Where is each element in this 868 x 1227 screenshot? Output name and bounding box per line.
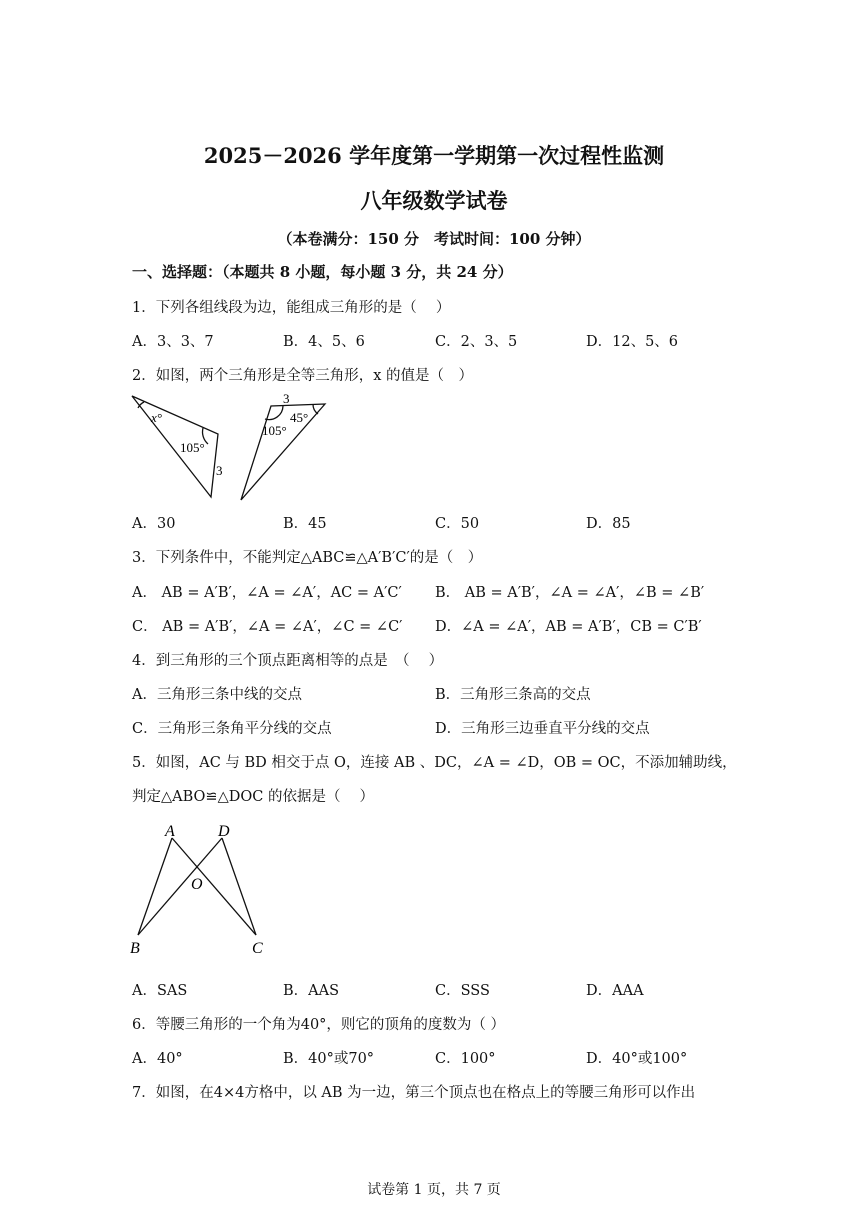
question-1-option-b[interactable]: B．4、5、6 — [283, 334, 365, 350]
question-1-option-a[interactable]: A．3、3、7 — [132, 334, 214, 350]
question-6-option-d[interactable]: D．40°或100° — [586, 1051, 688, 1067]
question-2-figure — [125, 388, 345, 506]
exam-subtitle: 八年级数学试卷 — [360, 188, 508, 213]
section-heading: 一、选择题：（本题共 8 小题，每小题 3 分，共 24 分） — [132, 263, 513, 281]
question-6-option-a[interactable]: A．40° — [132, 1051, 183, 1067]
triangle-right — [241, 404, 325, 500]
segment-db — [138, 838, 222, 935]
question-7-stem: 7．如图，在4×4方格中，以 AB 为一边，第三个顶点也在格点上的等腰三角形可以作出 — [132, 1085, 696, 1101]
question-5-option-d[interactable]: D．AAA — [586, 983, 644, 999]
page-footer: 试卷第 1 页，共 7 页 — [367, 1182, 501, 1198]
label-x: x° — [151, 410, 162, 425]
question-6-option-b[interactable]: B．40°或70° — [283, 1051, 375, 1067]
label-3-left: 3 — [216, 463, 223, 478]
question-4-option-b[interactable]: B．三角形三条高的交点 — [435, 687, 591, 703]
question-1-option-c[interactable]: C．2、3、5 — [435, 334, 518, 350]
question-5-figure — [125, 818, 285, 960]
question-3-option-b[interactable]: B． AB = A′B′，∠A = ∠A′，∠B = ∠B′ — [435, 585, 705, 601]
question-2-option-a[interactable]: A．30 — [132, 516, 176, 532]
question-4-option-a[interactable]: A．三角形三条中线的交点 — [132, 687, 302, 703]
question-5-option-c[interactable]: C．SSS — [435, 983, 490, 999]
label-point-d: D — [218, 823, 230, 840]
question-3-stem: 3．下列条件中，不能判定△ABC≌△A′B′C′的是（ ） — [132, 550, 483, 566]
question-2-option-d[interactable]: D．85 — [586, 516, 631, 532]
exam-note: （本卷满分：150 分 考试时间：100 分钟） — [277, 230, 591, 248]
question-4-option-c[interactable]: C．三角形三条角平分线的交点 — [132, 721, 332, 737]
question-3-option-a[interactable]: A． AB = A′B′，∠A = ∠A′，AC = A′C′ — [132, 585, 402, 601]
label-point-c: C — [252, 940, 263, 957]
label-point-a: A — [165, 823, 175, 840]
question-2-option-c[interactable]: C．50 — [435, 516, 480, 532]
question-2-option-b[interactable]: B．45 — [283, 516, 327, 532]
question-1-option-d[interactable]: D．12、5、6 — [586, 334, 679, 350]
triangle-left — [132, 396, 218, 497]
segment-dc — [222, 838, 256, 935]
question-5-stem-line1: 5．如图，AC 与 BD 相交于点 O，连接 AB 、DC，∠A = ∠D，OB = OC，不添加辅助线， — [132, 755, 737, 771]
question-5-option-a[interactable]: A．SAS — [132, 983, 188, 999]
question-1-stem: 1．下列各组线段为边，能组成三角形的是（ ） — [132, 300, 451, 316]
label-point-b: B — [130, 940, 140, 957]
question-4-option-d[interactable]: D．三角形三边垂直平分线的交点 — [435, 721, 650, 737]
exam-title: 2025－2026 学年度第一学期第一次过程性监测 — [203, 143, 665, 168]
label-3-right: 3 — [283, 391, 290, 406]
question-5-option-b[interactable]: B．AAS — [283, 983, 340, 999]
segment-ab — [138, 838, 172, 935]
question-4-stem: 4．到三角形的三个顶点距离相等的点是 （ ） — [132, 653, 444, 669]
label-105-left: 105° — [180, 440, 205, 455]
question-2-stem: 2．如图，两个三角形是全等三角形，x 的值是（ ） — [132, 368, 474, 384]
question-3-option-c[interactable]: C． AB = A′B′，∠A = ∠A′，∠C = ∠C′ — [132, 619, 403, 635]
question-5-stem-line2: 判定△ABO≌△DOC 的依据是（ ） — [132, 789, 375, 805]
label-45: 45° — [290, 410, 309, 425]
question-6-option-c[interactable]: C．100° — [435, 1051, 496, 1067]
segment-ac — [172, 838, 256, 935]
label-105-right: 105° — [262, 423, 287, 438]
question-3-option-d[interactable]: D．∠A = ∠A′，AB = A′B′，CB = C′B′ — [435, 619, 702, 635]
question-6-stem: 6．等腰三角形的一个角为40°，则它的顶角的度数为（ ） — [132, 1017, 506, 1033]
label-point-o: O — [191, 876, 203, 893]
